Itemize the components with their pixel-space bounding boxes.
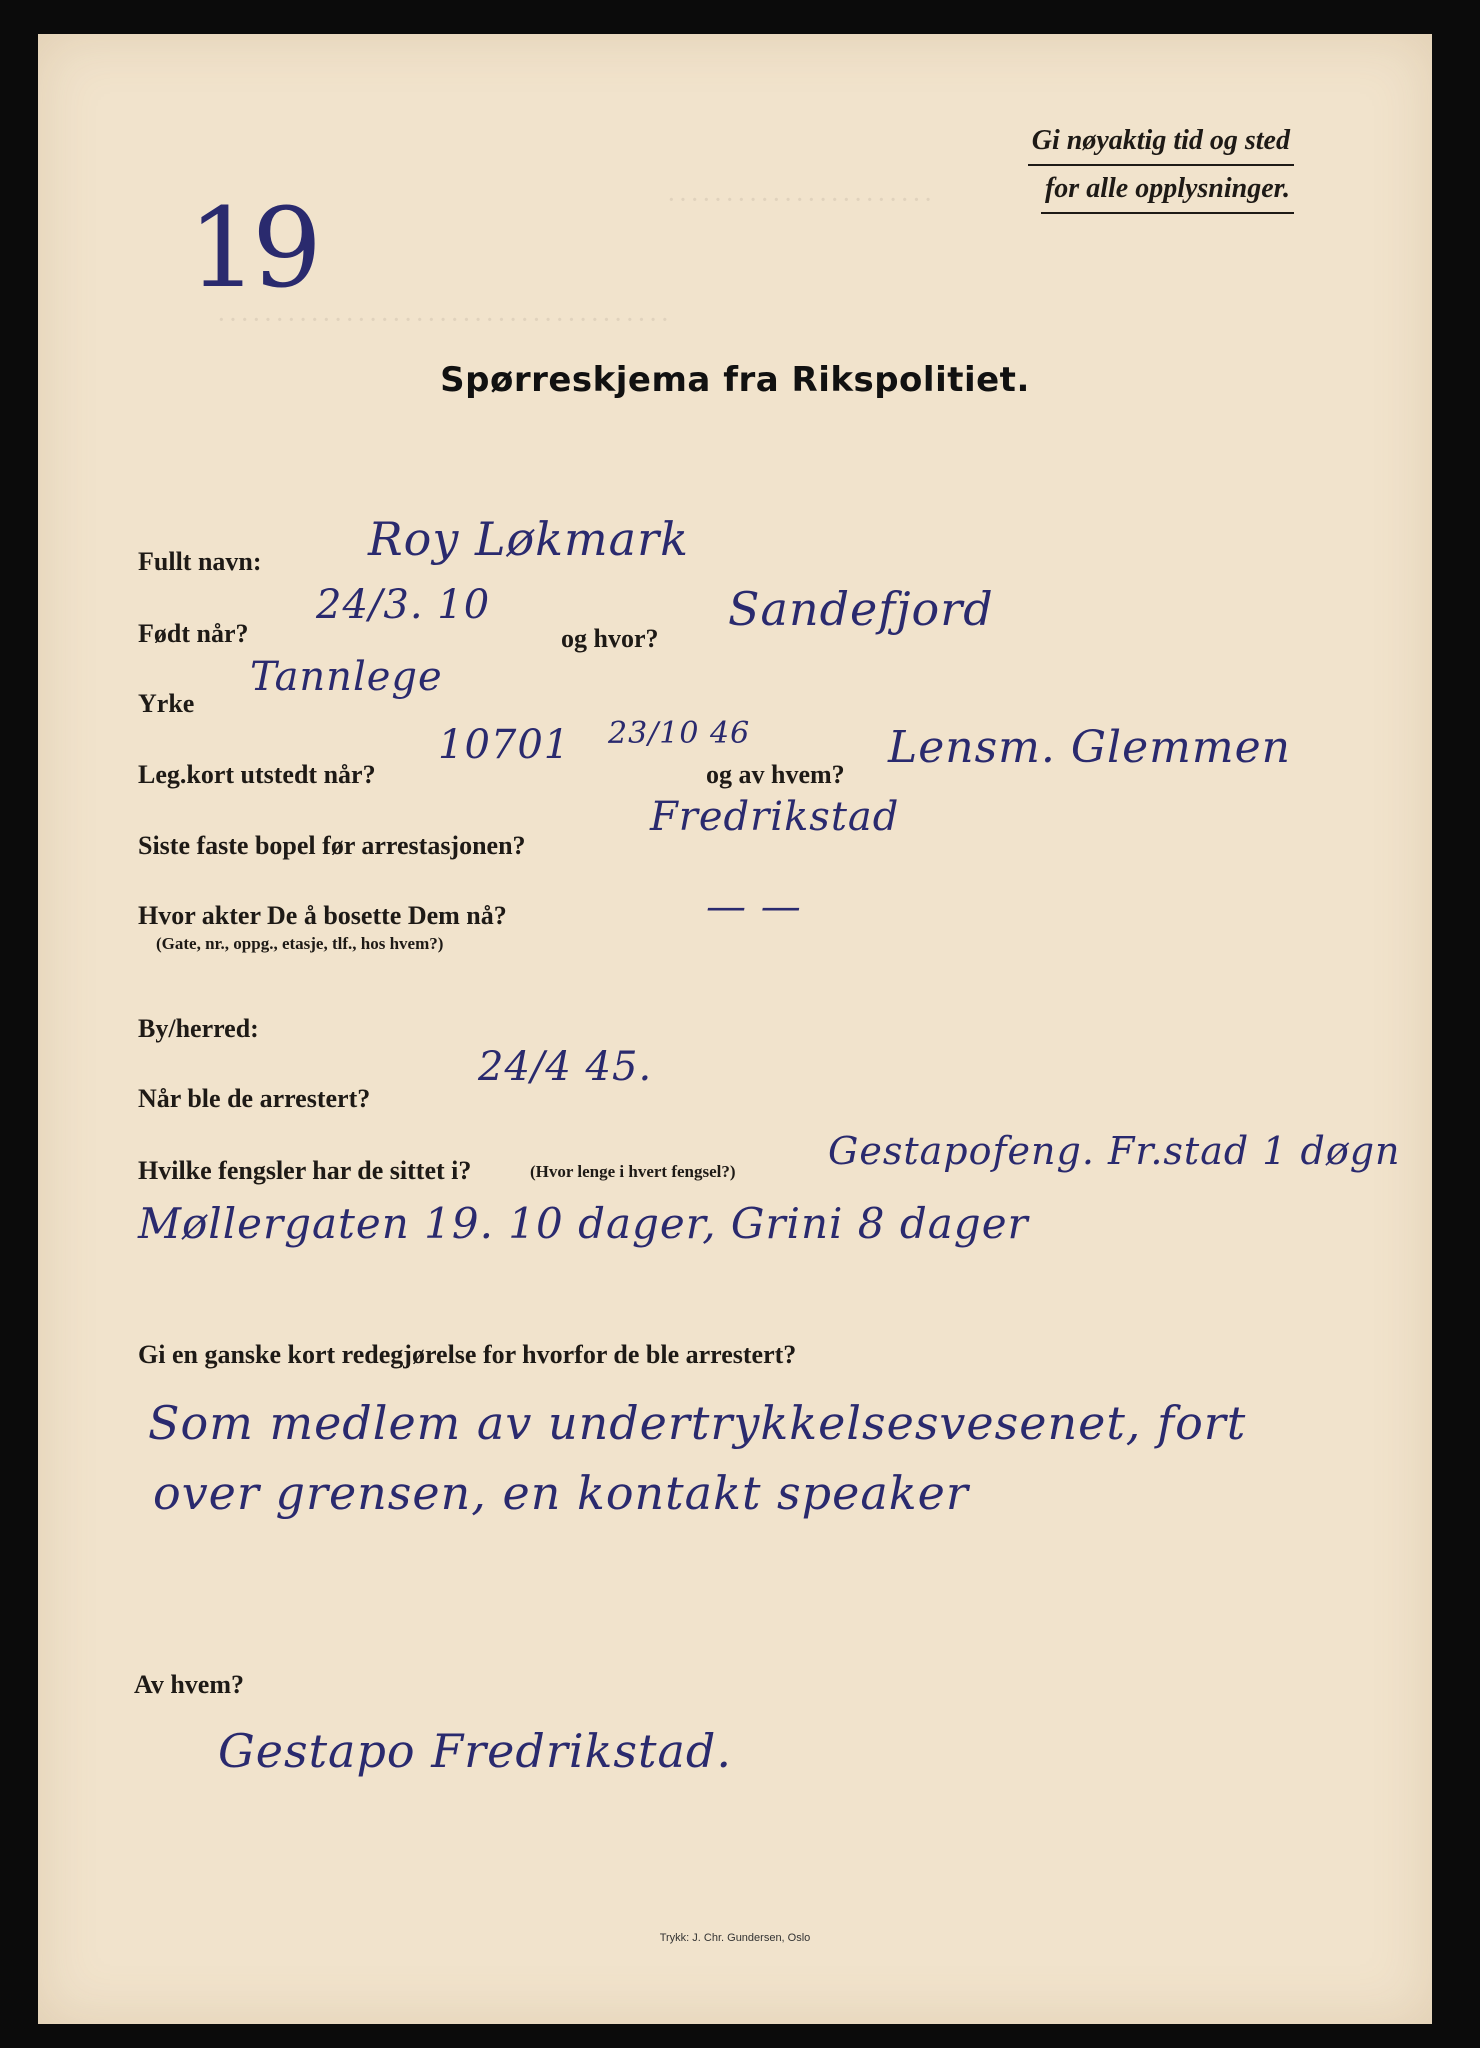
document-page xyxy=(38,34,1432,2024)
last-residence-value: Fredrikstad xyxy=(650,794,900,840)
settle-where-label: Hvor akter De å bosette Dem nå? xyxy=(138,901,507,930)
id-card-by-value: Lensm. Glemmen xyxy=(888,722,1291,773)
reason-value-line1: Som medlem av undertrykkelsesvesenet, fort xyxy=(148,1396,1247,1450)
born-where-value: Sandefjord xyxy=(728,582,994,636)
settle-where-sublabel: (Gate, nr., oppg., etasje, tlf., hos hvem?) xyxy=(156,934,444,953)
header-note xyxy=(1028,118,1294,214)
full-name-label: Fullt navn: xyxy=(138,547,262,576)
prisons-value-line2: Møllergaten 19. 10 dager, Grini 8 dager xyxy=(138,1199,1029,1248)
occupation-value: Tannlege xyxy=(250,654,443,700)
born-when-value: 24/3. 10 xyxy=(316,582,491,628)
bleed-through-text: · · · · · · · · · · · · · · · · · · · · · · · xyxy=(668,189,932,211)
last-residence-label: Siste faste bopel før arrestasjonen? xyxy=(138,831,526,860)
header-note-line1: Gi nøyaktig tid og sted xyxy=(1028,118,1294,166)
born-when-label: Født når? xyxy=(138,619,249,648)
id-card-by-label: og av hvem? xyxy=(706,760,845,789)
id-card-when-value: 10701 xyxy=(438,722,571,768)
born-where-label: og hvor? xyxy=(561,624,659,653)
prisons-sublabel: (Hvor lenge i hvert fengsel?) xyxy=(530,1162,736,1181)
occupation-label: Yrke xyxy=(138,689,195,718)
settle-where-value: — — xyxy=(706,884,802,930)
by-whom-value: Gestapo Fredrikstad. xyxy=(218,1724,732,1778)
reason-label: Gi en ganske kort redegjørelse for hvorfor de ble arrestert? xyxy=(138,1340,797,1369)
prisons-value-line1: Gestapofeng. Fr.stad 1 døgn xyxy=(828,1129,1401,1173)
header-note-line2: for alle opplysninger. xyxy=(1041,166,1294,214)
prisons-label: Hvilke fengsler har de sittet i? xyxy=(138,1156,472,1185)
form-title: Spørreskjema fra Rikspolitiet. xyxy=(440,360,1030,400)
reason-value-line2: over grensen, en kontakt speaker xyxy=(153,1466,969,1520)
town-label: By/herred: xyxy=(138,1014,259,1043)
folio-number: 19 xyxy=(188,184,316,312)
arrested-when-label: Når ble de arrestert? xyxy=(138,1084,371,1113)
full-name-value: Roy Løkmark xyxy=(368,512,689,566)
arrested-when-value: 24/4 45. xyxy=(478,1044,653,1090)
bleed-through-text: · · · · · · · · · · · · · · · · · · · · · · · · · · · · · · · · · · · · · · · xyxy=(218,309,669,331)
by-whom-label: Av hvem? xyxy=(134,1670,245,1699)
id-card-when-label: Leg.kort utstedt når? xyxy=(138,760,376,789)
printer-credit: Trykk: J. Chr. Gundersen, Oslo xyxy=(659,1932,811,1944)
id-card-date-value: 23/10 46 xyxy=(608,716,751,751)
